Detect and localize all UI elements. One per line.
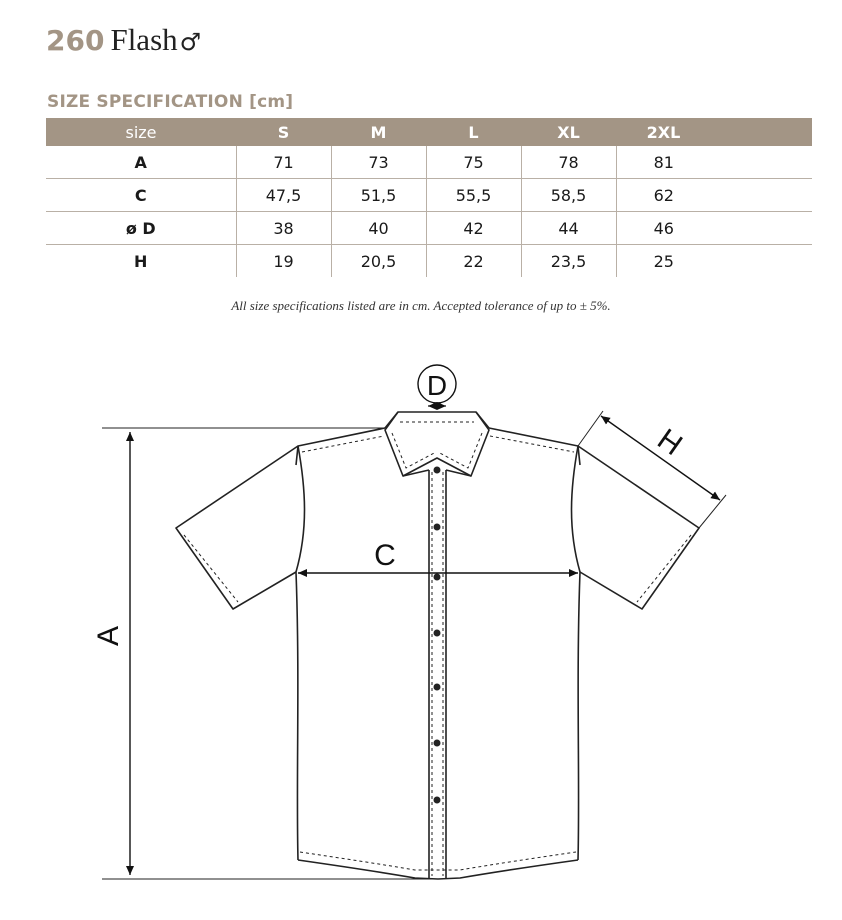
dimension-h bbox=[578, 411, 726, 528]
table-cell: 22 bbox=[426, 245, 521, 278]
row-label: A bbox=[46, 146, 236, 179]
table-cell: 38 bbox=[236, 212, 331, 245]
table-cell: 78 bbox=[521, 146, 616, 179]
table-cell: 40 bbox=[331, 212, 426, 245]
row-label: C bbox=[46, 179, 236, 212]
table-cell: 44 bbox=[521, 212, 616, 245]
table-cell: 23,5 bbox=[521, 245, 616, 278]
table-cell: 19 bbox=[236, 245, 331, 278]
table-cell: 20,5 bbox=[331, 245, 426, 278]
column-header-xl: XL bbox=[521, 118, 616, 146]
table-cell: 25 bbox=[616, 245, 711, 278]
dimension-d bbox=[418, 365, 456, 406]
dimension-label-d: D bbox=[426, 370, 448, 401]
dimension-label-c: C bbox=[374, 539, 396, 572]
size-spec-heading: SIZE SPECIFICATION [cm] bbox=[47, 92, 294, 112]
column-header-2xl: 2XL bbox=[616, 118, 711, 146]
product-code: 260 bbox=[46, 24, 105, 57]
column-header-m: M bbox=[331, 118, 426, 146]
shirt-buttons bbox=[434, 467, 441, 804]
table-cell: 81 bbox=[616, 146, 711, 179]
table-cell: 47,5 bbox=[236, 179, 331, 212]
table-cell: 73 bbox=[331, 146, 426, 179]
table-cell: 42 bbox=[426, 212, 521, 245]
table-cell: 55,5 bbox=[426, 179, 521, 212]
product-name: Flash bbox=[110, 22, 178, 57]
row-label: ø D bbox=[46, 212, 236, 245]
shirt-outline bbox=[176, 412, 699, 879]
table-cell: 46 bbox=[616, 212, 711, 245]
row-label: H bbox=[134, 251, 148, 271]
dimension-c bbox=[298, 539, 578, 573]
table-cell: 71 bbox=[236, 146, 331, 179]
dimension-a bbox=[92, 428, 438, 879]
table-cell: 75 bbox=[426, 146, 521, 179]
male-gender-icon: ♂ bbox=[179, 28, 202, 56]
column-header-s: S bbox=[236, 118, 331, 146]
column-header-size: size bbox=[46, 118, 236, 146]
table-cell: 58,5 bbox=[521, 179, 616, 212]
tolerance-note: All size specifications listed are in cm. Accepted tolerance of up to ± 5%. bbox=[231, 298, 611, 313]
dimension-label-a: A bbox=[92, 625, 125, 647]
table-cell: 51,5 bbox=[331, 179, 426, 212]
dimension-label-h: H bbox=[651, 422, 689, 463]
table-cell: 62 bbox=[616, 179, 711, 212]
column-header-l: L bbox=[426, 118, 521, 146]
